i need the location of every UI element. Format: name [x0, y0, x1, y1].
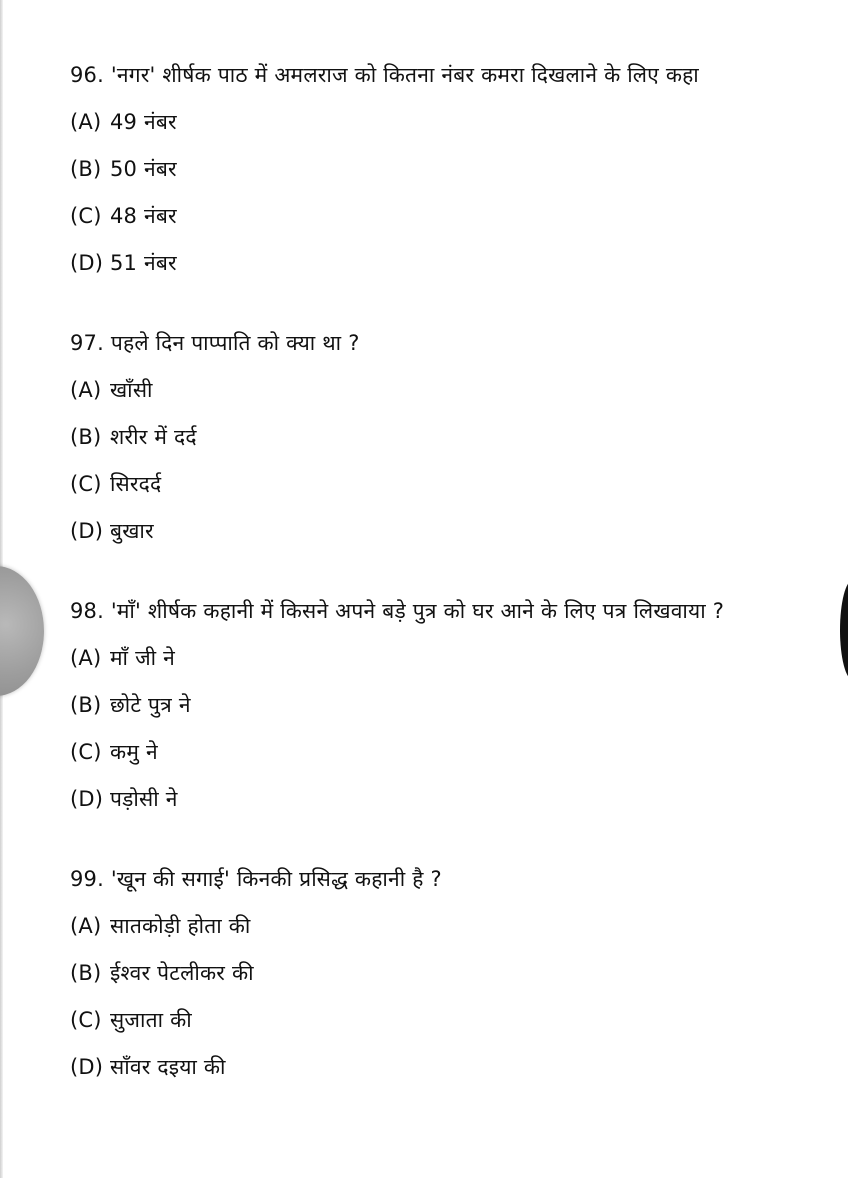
- option-c[interactable]: [70, 735, 810, 769]
- option-b[interactable]: [70, 956, 810, 990]
- option-label: (C): [70, 472, 102, 496]
- option-label: (D): [70, 1055, 104, 1079]
- option-text: सिरदर्द: [110, 472, 162, 496]
- option-text: ईश्वर पेटलीकर की: [110, 961, 254, 985]
- option-text: छोटे पुत्र ने: [110, 693, 191, 717]
- option-d[interactable]: [70, 246, 810, 280]
- option-text: सुजाता की: [110, 1008, 192, 1032]
- option-text: खाँसी: [110, 378, 153, 402]
- option-d[interactable]: [70, 1050, 810, 1084]
- option-c[interactable]: [70, 467, 810, 501]
- option-label: (C): [70, 204, 102, 228]
- question-body: पहले दिन पाप्पाति को क्या था ?: [110, 331, 360, 355]
- option-label: (A): [70, 646, 102, 670]
- option-label: (B): [70, 157, 102, 181]
- option-text: 50 नंबर: [110, 157, 177, 181]
- option-text: पड़ोसी ने: [110, 787, 178, 811]
- option-a[interactable]: [70, 373, 810, 407]
- option-text: माँ जी ने: [110, 646, 176, 670]
- question-96: [70, 58, 810, 280]
- question-text: [70, 594, 810, 628]
- option-a[interactable]: [70, 105, 810, 139]
- option-label: (B): [70, 425, 102, 449]
- right-scroll-handle[interactable]: [840, 580, 848, 680]
- option-label: (D): [70, 519, 104, 543]
- left-scroll-handle[interactable]: [0, 566, 44, 696]
- question-text: [70, 862, 810, 896]
- question-body: 'खून की सगाई' किनकी प्रसिद्ध कहानी है ?: [110, 867, 442, 891]
- option-text: शरीर में दर्द: [110, 425, 197, 449]
- question-body: 'नगर' शीर्षक पाठ में अमलराज को कितना नंबर कमरा दिखलाने के लिए कहा: [110, 63, 699, 87]
- option-b[interactable]: [70, 420, 810, 454]
- question-text: [70, 326, 810, 360]
- option-d[interactable]: [70, 782, 810, 816]
- question-number: 99.: [70, 867, 104, 891]
- option-label: (A): [70, 378, 102, 402]
- question-number: 96.: [70, 63, 104, 87]
- option-b[interactable]: [70, 688, 810, 722]
- option-label: (B): [70, 961, 102, 985]
- question-list: [70, 58, 810, 1130]
- option-text: बुखार: [110, 519, 154, 543]
- option-a[interactable]: [70, 641, 810, 675]
- option-text: कमु ने: [110, 740, 158, 764]
- option-label: (D): [70, 787, 104, 811]
- question-body: 'माँ' शीर्षक कहानी में किसने अपने बड़े पुत्र को घर आने के लिए पत्र लिखवाया ?: [110, 599, 725, 623]
- option-d[interactable]: [70, 514, 810, 548]
- option-a[interactable]: [70, 909, 810, 943]
- option-label: (A): [70, 914, 102, 938]
- question-number: 98.: [70, 599, 104, 623]
- question-text: [70, 58, 810, 92]
- option-label: (B): [70, 693, 102, 717]
- option-text: साँवर दइया की: [110, 1055, 226, 1079]
- option-c[interactable]: [70, 1003, 810, 1037]
- option-text: 51 नंबर: [110, 251, 177, 275]
- option-b[interactable]: [70, 152, 810, 186]
- question-98: [70, 594, 810, 816]
- option-text: 48 नंबर: [110, 204, 177, 228]
- question-97: [70, 326, 810, 548]
- option-label: (C): [70, 1008, 102, 1032]
- option-text: 49 नंबर: [110, 110, 177, 134]
- question-number: 97.: [70, 331, 104, 355]
- option-text: सातकोड़ी होता की: [110, 914, 251, 938]
- option-label: (C): [70, 740, 102, 764]
- question-99: [70, 862, 810, 1084]
- option-label: (D): [70, 251, 104, 275]
- option-label: (A): [70, 110, 102, 134]
- option-c[interactable]: [70, 199, 810, 233]
